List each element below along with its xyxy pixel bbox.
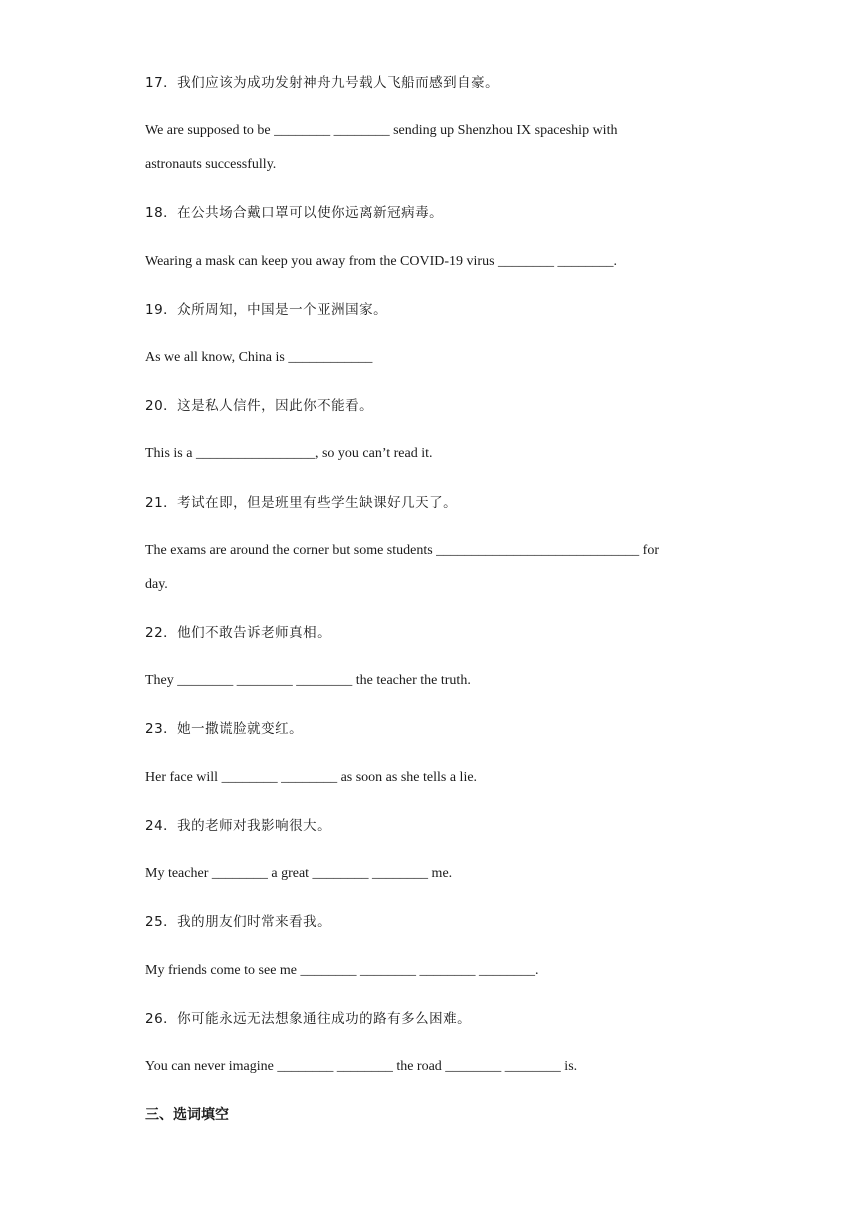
question-21-english-continued: day.	[145, 577, 168, 592]
question-17-chinese: 17．我们应该为成功发射神舟九号载人飞船而感到自豪。	[145, 75, 500, 91]
question-25-chinese: 25．我的朋友们时常来看我。	[145, 914, 332, 930]
question-25-english: My friends come to see me ________ ________ ________ ________.	[145, 963, 539, 978]
question-20-chinese: 20．这是私人信件，因此你不能看。	[145, 398, 374, 414]
question-20-english: This is a _________________, so you can’t read it.	[145, 446, 433, 461]
question-22-chinese: 22．他们不敢告诉老师真相。	[145, 625, 332, 641]
question-26-english: You can never imagine ________ ________ the road ________ ________ is.	[145, 1059, 578, 1074]
question-19-chinese: 19．众所周知，中国是一个亚洲国家。	[145, 302, 388, 318]
question-18-english: Wearing a mask can keep you away from the COVID-19 virus ________ ________.	[145, 254, 618, 269]
question-22-english: They ________ ________ ________ the teacher the truth.	[145, 673, 471, 688]
question-19-english: As we all know, China is ____________	[145, 350, 373, 365]
question-23-english: Her face will ________ ________ as soon as she tells a lie.	[145, 770, 478, 785]
question-21-english: The exams are around the corner but some students _____________________________ for	[145, 543, 660, 558]
question-17-english: We are supposed to be ________ ________ sending up Shenzhou IX spaceship with	[145, 123, 618, 138]
question-17-english-continued: astronauts successfully.	[145, 157, 277, 172]
question-23-chinese: 23．她一撒谎脸就变红。	[145, 721, 304, 737]
question-21-chinese: 21．考试在即，但是班里有些学生缺课好几天了。	[145, 495, 458, 511]
question-26-chinese: 26．你可能永远无法想象通往成功的路有多么困难。	[145, 1011, 472, 1027]
question-24-english: My teacher ________ a great ________ ________ me.	[145, 866, 453, 881]
section-title: 三、选词填空	[145, 1107, 229, 1123]
question-18-chinese: 18．在公共场合戴口罩可以使你远离新冠病毒。	[145, 205, 444, 221]
question-24-chinese: 24．我的老师对我影响很大。	[145, 818, 332, 834]
